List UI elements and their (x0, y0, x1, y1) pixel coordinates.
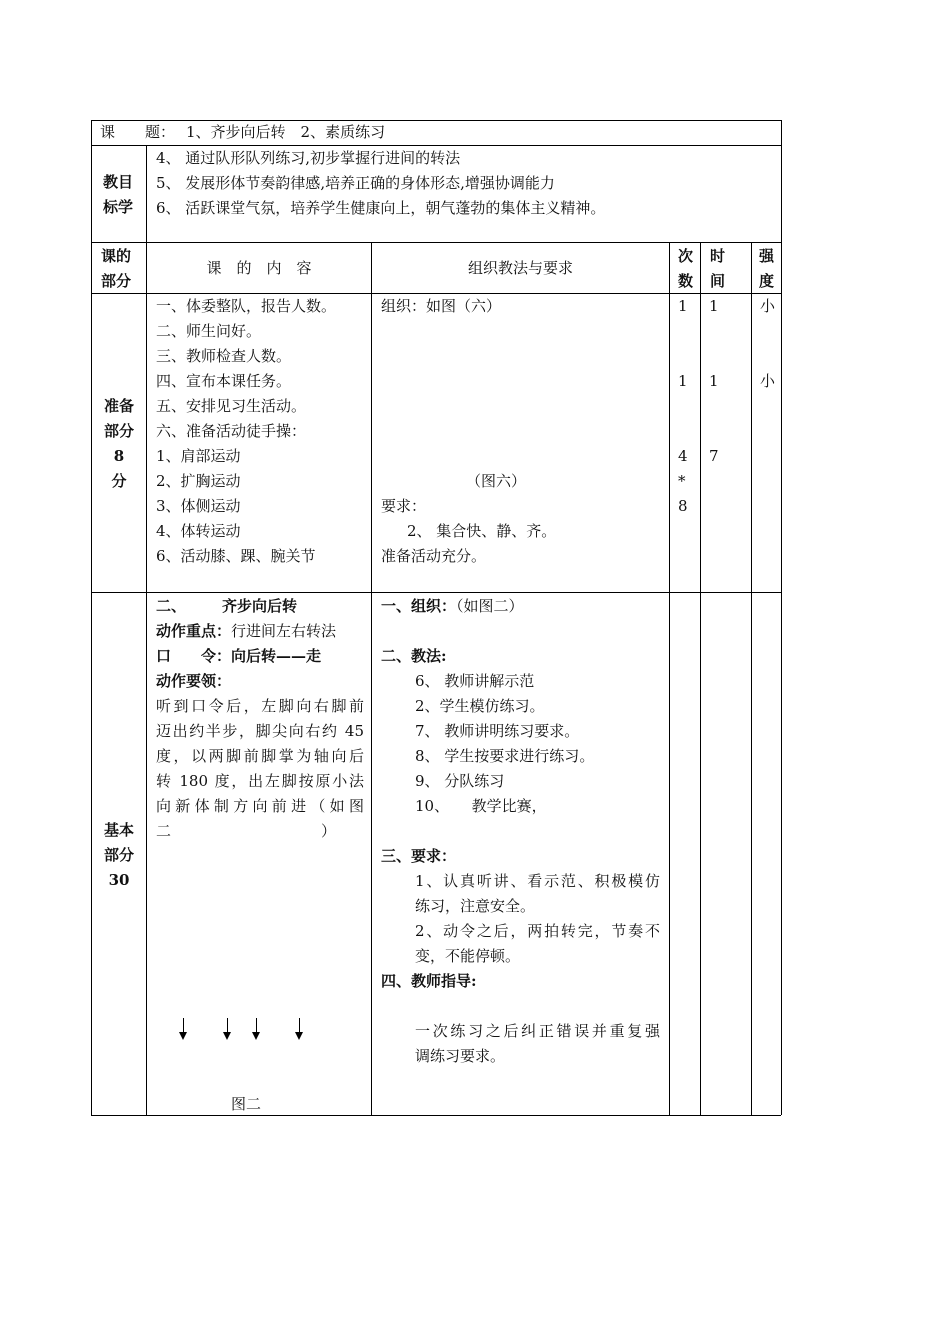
figure-caption: 图二 (231, 1095, 262, 1113)
table-border-bottom (91, 1115, 781, 1116)
teach-item: 2、学生模仿练习。 (415, 697, 545, 715)
prep-content-item: 2、扩胸运动 (156, 472, 241, 490)
header-time-line2: 间 (710, 272, 726, 290)
prep-method-req-label: 要求： (381, 497, 427, 515)
prep-method-org: 组织：如图（六） (381, 297, 502, 315)
prep-content-item: 4、体转运动 (156, 522, 241, 540)
prep-content-item: 三、教师检查人数。 (156, 347, 292, 365)
essentials-line: 度，以两脚前脚掌为轴向后 (156, 747, 364, 765)
prep-times-value: 1 (678, 372, 688, 390)
col-divider-part (146, 145, 147, 1115)
req-line: 变，不能停顿。 (415, 947, 521, 965)
req-line: 练习，注意安全。 (415, 897, 536, 915)
command-label: 口 令： (156, 647, 232, 665)
prep-duration-value: 1 (709, 297, 719, 315)
header-intensity-line2: 度 (759, 272, 775, 290)
essentials-line: 迈出约半步，脚尖向右约 45 (156, 722, 364, 740)
header-content: 课 的 内 容 (206, 259, 312, 277)
prep-times-value: * (678, 472, 686, 490)
table-border-right (781, 120, 782, 1115)
prep-part-minutes: 8 (113, 447, 125, 465)
basic-method-req-label: 三、要求： (381, 847, 457, 865)
org-label: 一、组织： (381, 597, 457, 615)
teach-item: 10、 教学比赛， (415, 797, 547, 815)
header-times-line2: 数 (678, 272, 694, 290)
prep-duration-value: 1 (709, 372, 719, 390)
key-text: 行进间左右转法 (231, 622, 337, 640)
prep-times-value: 8 (678, 497, 688, 515)
command-text: 向后转——走 (231, 647, 322, 665)
header-intensity-line1: 强 (759, 247, 775, 265)
col-divider-times (700, 242, 701, 1115)
essentials-line: 听到口令后，左脚向右脚前 (156, 697, 364, 715)
guide-line: 调练习要求。 (415, 1047, 506, 1065)
prep-method-req-item: 2、 集合快、静、齐。 (407, 522, 557, 540)
col-divider-method (669, 242, 670, 1115)
prep-content-item: 四、宣布本课任务。 (156, 372, 292, 390)
req-line: 2、动令之后，两拍转完，节奏不 (415, 922, 660, 940)
prep-part-label: 准备 (103, 397, 134, 415)
basic-part-label: 部分 (103, 846, 134, 864)
header-method: 组织教法与要求 (467, 259, 573, 277)
header-part-line2: 部分 (101, 272, 132, 290)
teach-item: 8、 学生按要求进行练习。 (415, 747, 595, 765)
objective-item: 6、 活跃课堂气氛，培养学生健康向上，朝气蓬勃的集体主义精神。 (156, 199, 606, 217)
col-divider-content (371, 242, 372, 1115)
prep-method-figure-caption: （图六） (466, 472, 527, 490)
col-divider-duration (751, 242, 752, 1115)
teach-item: 6、 教师讲解示范 (415, 672, 535, 690)
row-divider-prep (91, 592, 781, 593)
basic-method-teach-label: 二、教法: (381, 647, 447, 665)
basic-content-title-num: 二、 (156, 597, 187, 615)
header-time-line1: 时 (710, 247, 726, 265)
prep-content-item: 一、体委整队，报告人数。 (156, 297, 337, 315)
key-label: 动作重点： (156, 622, 232, 640)
req-line: 1、认真听讲、看示范、积极模仿 (415, 872, 660, 890)
teach-item: 7、 教师讲明练习要求。 (415, 722, 580, 740)
teach-item: 9、 分队练习 (415, 772, 505, 790)
essentials-line: 转 180 度，出左脚按原小法 (156, 772, 364, 790)
objectives-label-line2: 标学 (103, 198, 134, 216)
prep-intensity-value: 小 (760, 372, 776, 390)
prep-intensity-value: 小 (760, 297, 776, 315)
basic-method-guide-label: 四、教师指导: (381, 972, 477, 990)
basic-part-minutes: 30 (108, 871, 130, 889)
table-border-left (91, 120, 92, 1115)
topic-label: 课 题： (100, 123, 176, 141)
prep-part-label: 部分 (103, 422, 134, 440)
objective-item: 4、 通过队形队列练习,初步掌握行进间的转法 (156, 149, 461, 167)
basic-content-title: 齐步向后转 (222, 597, 298, 615)
prep-content-item: 1、肩部运动 (156, 447, 241, 465)
basic-content-command (156, 644, 321, 669)
header-times-line1: 次 (678, 247, 694, 265)
prep-duration-value: 7 (709, 447, 719, 465)
prep-content-item: 六、准备活动徒手操： (156, 422, 307, 440)
objectives-label-line1: 教目 (103, 173, 134, 191)
prep-times-value: 4 (678, 447, 688, 465)
prep-content-item: 3、体侧运动 (156, 497, 241, 515)
topic-value: 1、齐步向后转 2、素质练习 (186, 123, 386, 141)
prep-method-req-item: 准备活动充分。 (381, 547, 487, 565)
prep-times-value: 1 (678, 297, 688, 315)
objective-item: 5、 发展形体节奏韵律感,培养正确的身体形态,增强协调能力 (156, 174, 555, 192)
guide-line: 一次练习之后纠正错误并重复强 (415, 1022, 660, 1040)
prep-content-item: 6、活动膝、踝、腕关节 (156, 547, 316, 565)
basic-part-label: 基本 (103, 821, 134, 839)
prep-part-label: 分 (111, 472, 127, 490)
basic-content-key (156, 619, 336, 644)
header-part-line1: 课的 (101, 247, 132, 265)
essentials-line: 向新体制方向前进（如图 (156, 797, 364, 815)
basic-content-essentials-label: 动作要领： (156, 672, 232, 690)
basic-method-org (381, 594, 524, 619)
prep-content-item: 五、安排见习生活动。 (156, 397, 307, 415)
org-text: （如图二） (456, 597, 524, 615)
prep-content-item: 二、师生问好。 (156, 322, 262, 340)
row-divider-objectives (91, 242, 781, 243)
essentials-line: 二 ） (156, 822, 337, 840)
